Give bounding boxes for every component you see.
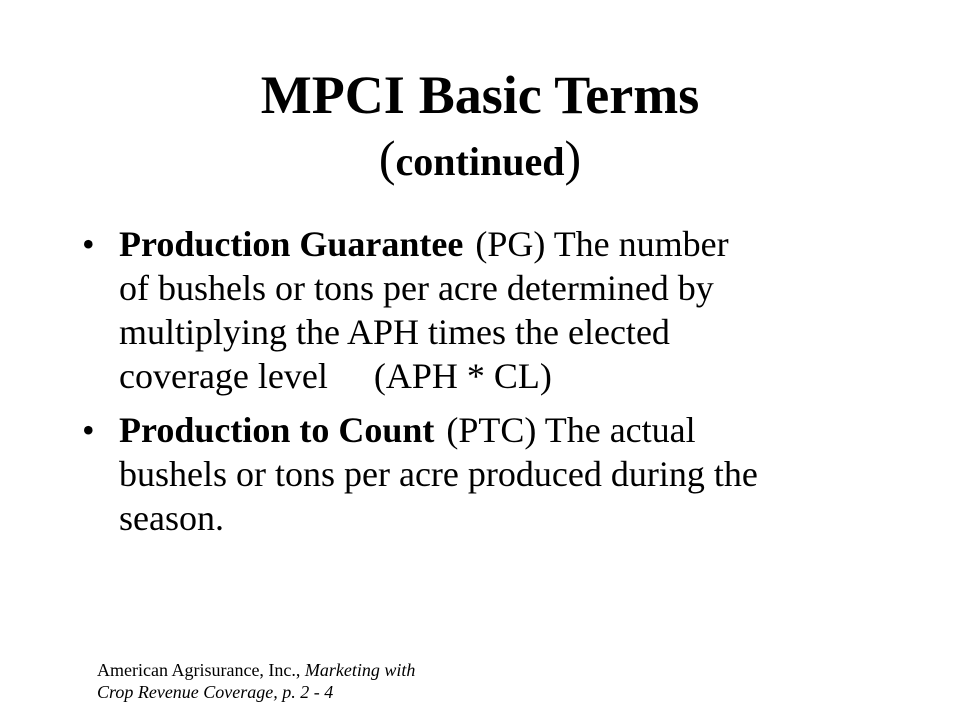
title-continued: continued bbox=[395, 139, 565, 184]
abbr-pg: (PG) bbox=[475, 224, 546, 264]
bullet-line: season. bbox=[119, 498, 224, 538]
bullet-line bbox=[119, 222, 882, 266]
bullet-line bbox=[119, 408, 882, 452]
title-subtitle bbox=[0, 128, 960, 201]
formula-text: (APH * CL) bbox=[373, 356, 552, 396]
citation-publisher: American Agrisurance, Inc., bbox=[97, 660, 301, 680]
term-production-to-count: Production to Count bbox=[119, 410, 435, 450]
bullet-production-guarantee bbox=[82, 222, 882, 398]
bullet-line: multiplying the APH times the elected bbox=[119, 312, 670, 352]
slide-title bbox=[0, 62, 960, 201]
title-word-mpci: MPCI bbox=[260, 65, 405, 125]
bullet-line: bushels or tons per acre produced during the bbox=[119, 454, 758, 494]
term-production-guarantee: Production Guarantee bbox=[119, 224, 464, 264]
title-close-paren: ) bbox=[564, 130, 582, 186]
definition-text: The number bbox=[553, 224, 729, 264]
abbr-ptc: (PTC) bbox=[446, 410, 537, 450]
title-main bbox=[0, 62, 960, 128]
definition-text: coverage level bbox=[119, 356, 328, 396]
bullet-list bbox=[82, 222, 882, 550]
citation-footer bbox=[97, 659, 415, 703]
title-open-paren: ( bbox=[378, 130, 396, 186]
bullet-line bbox=[119, 354, 882, 398]
citation-line: Crop Revenue Coverage, p. 2 - 4 bbox=[97, 682, 334, 702]
definition-text: The actual bbox=[544, 410, 696, 450]
citation-title: Marketing with bbox=[304, 660, 416, 680]
bullet-line: of bushels or tons per acre determined by bbox=[119, 268, 714, 308]
title-basic-terms: Basic Terms bbox=[418, 65, 700, 125]
bullet-production-to-count bbox=[82, 408, 882, 540]
citation-line bbox=[97, 659, 415, 681]
bullet-dot: • bbox=[82, 224, 95, 264]
bullet-dot: • bbox=[82, 410, 95, 450]
